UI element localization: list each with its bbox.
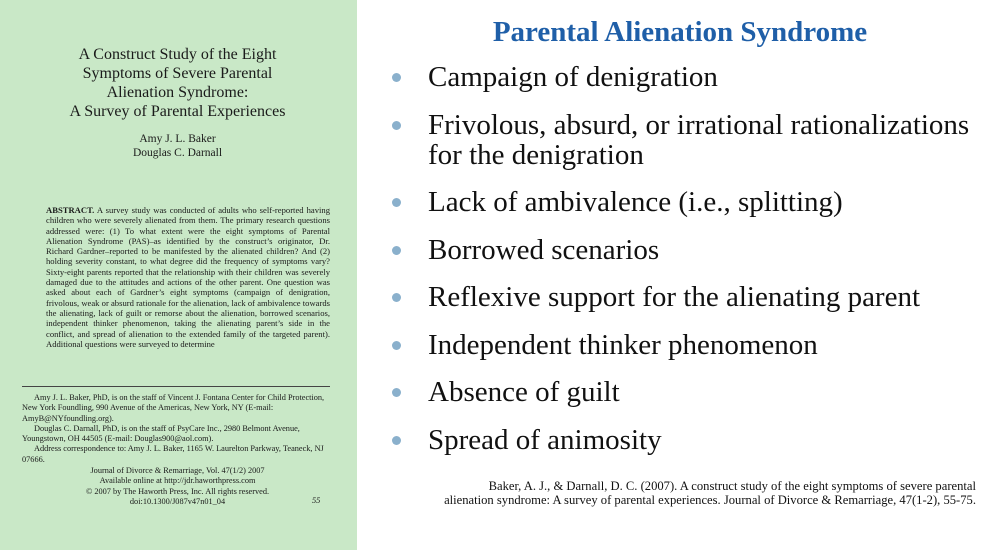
list-item-text: Independent thinker phenomenon — [428, 328, 818, 361]
page-number: 55 — [312, 496, 321, 505]
bullet-icon — [392, 388, 401, 397]
bullet-icon — [392, 436, 401, 445]
list-item — [388, 62, 993, 92]
paper-excerpt-panel — [0, 0, 357, 550]
author-notes — [22, 393, 330, 465]
list-item-text: Absence of guilt — [428, 376, 620, 408]
list-item — [388, 187, 993, 217]
list-item-text: Frivolous, absurd, or irrational rationalizations for the denigration — [428, 108, 970, 171]
bullet-icon — [392, 293, 401, 302]
symptom-list — [388, 62, 993, 472]
bullet-icon — [392, 246, 401, 255]
list-item-text: Spread of animosity — [428, 423, 662, 456]
bullet-icon — [392, 73, 401, 82]
list-item — [388, 282, 993, 312]
list-item — [388, 235, 993, 265]
bullet-icon — [392, 341, 401, 350]
list-item-text: Lack of ambivalence (i.e., splitting) — [428, 186, 843, 218]
author-note: Address correspondence to: Amy J. L. Baker, 1165 W. Laurelton Parkway, Teaneck, NJ 07666. — [22, 444, 324, 464]
paper-abstract — [46, 205, 330, 349]
abstract-text: A survey study was conducted of adults who self-reported having children who were severely alienated from them. The primary research questions addressed were: (1) To what extent were the eight symptoms of Parental Alienation Syndrome (PAS)–as identified by the construct’s originator, Dr. Richard Gardner–reported to be manifested by the alienated children? And (2) holding severity constant, to what degree did the frequency of symptoms vary? Sixty-eight parents reported that the relationship with their children was severely damaged due to the attitudes and actions of the other parent. One question was asked about each of Gardner’s eight symptoms (campaign of denigration, frivolous, weak or absurd rationale for the alienation, lack of ambivalence towards the alienating, lack of guilt or remorse about the alienation, borrowed scenarios, independent thinker phenomenon, taking the alienating parent’s side in the conflict, and spread of alienation to the extended family of the targeted parent). Additional questions were surveyed to determine — [46, 205, 330, 349]
list-item-text: Campaign of denigration — [428, 61, 718, 93]
list-item — [388, 377, 993, 407]
slide-title: Parental Alienation Syndrome — [492, 16, 868, 48]
list-item-text: Borrowed scenarios — [428, 233, 660, 266]
paper-authors: Amy J. L. Baker Douglas C. Darnall — [132, 133, 223, 159]
journal-info: Journal of Divorce & Remarriage, Vol. 47(1/2) 2007 Available online at http://jdr.haworthpress.com © 2007 by The Haworth Press, Inc. All rights reserved. doi:10.1300/J087v47n01_04 — [85, 466, 270, 506]
bullet-icon — [392, 121, 401, 130]
author-note: Amy J. L. Baker, PhD, is on the staff of Vincent J. Fontana Center for Child Protection, New York Foundling, 990 Avenue of the Americas, New York, NY (E-mail: AmyB@NYfoundling.org). — [22, 393, 325, 423]
footnote-divider — [22, 386, 330, 387]
list-item — [388, 330, 993, 360]
bullet-icon — [392, 198, 401, 207]
paper-title: A Construct Study of the Eight Symptoms of Severe Parental Alienation Syndrome: A Survey of Parental Experiences — [69, 46, 286, 120]
list-item — [388, 110, 993, 170]
abstract-label: ABSTRACT. — [46, 205, 95, 215]
list-item — [388, 425, 993, 455]
author-note: Douglas C. Darnall, PhD, is on the staff of PsyCare Inc., 2980 Belmont Avenue, Youngstown, OH 44505 (E-mail: Douglas900@aol.com). — [22, 423, 300, 444]
list-item-text: Reflexive support for the alienating parent — [428, 281, 921, 313]
reference-citation: Baker, A. J., & Darnall, D. C. (2007). A construct study of the eight symptoms of severe parental alienation syndrome: A survey of parental experiences. Journal of Divorce & Remarriage, 47(1-2), 55-75. — [444, 479, 976, 507]
